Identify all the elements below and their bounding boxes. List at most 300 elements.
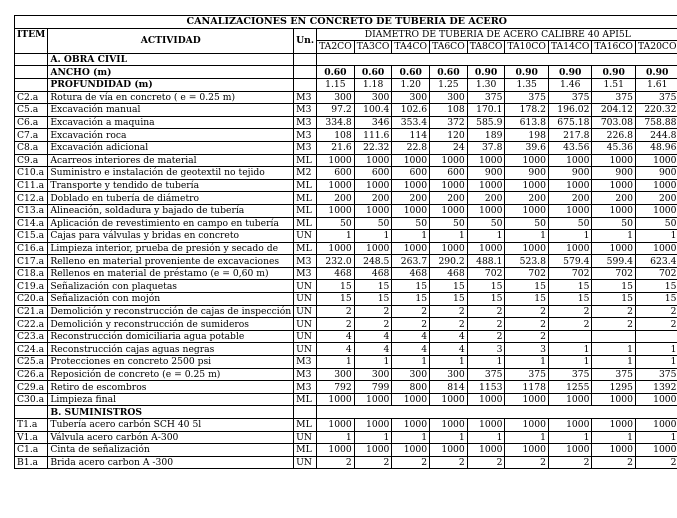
quantity-cell: 200 — [635, 192, 677, 205]
profundidad-value: 1.18 — [354, 78, 392, 91]
quantity-cell: 37.8 — [467, 141, 505, 154]
unit-label: ML — [294, 242, 317, 255]
quantity-cell: 2 — [467, 318, 505, 331]
quantity-cell: 1 — [635, 431, 677, 444]
quantity-cell: 226.8 — [592, 129, 636, 142]
quantity-cell: 196.02 — [548, 104, 592, 117]
quantity-cell: 21.6 — [317, 141, 355, 154]
quantity-cell: 702 — [467, 267, 505, 280]
activity-label: Relleno en material proveniente de excavaciones — [48, 255, 294, 268]
quantity-cell: 50 — [548, 217, 592, 230]
quantity-cell: 1000 — [635, 444, 677, 457]
quantity-cell: 1 — [505, 431, 549, 444]
quantity-cell: 15 — [430, 280, 468, 293]
quantity-cell: 1000 — [317, 242, 355, 255]
unit-label: ML — [294, 444, 317, 457]
unit-label: M3 — [294, 141, 317, 154]
quantity-cell: 120 — [430, 129, 468, 142]
activity-label: Reposición de concreto (e = 0.25 m) — [48, 368, 294, 381]
quantity-cell: 4 — [430, 343, 468, 356]
quantity-cell: 22.32 — [354, 141, 392, 154]
quantity-cell: 1000 — [592, 393, 636, 406]
unit-label: M3 — [294, 116, 317, 129]
activity-label: Suministro e instalación de geotextil no tejido — [48, 167, 294, 180]
quantity-cell: 1000 — [354, 179, 392, 192]
quantity-cell: 50 — [505, 217, 549, 230]
quantity-cell: 1000 — [467, 242, 505, 255]
table-row — [15, 141, 677, 154]
profundidad-value: 1.20 — [392, 78, 430, 91]
quantity-cell: 585.9 — [467, 116, 505, 129]
unit-label: UN — [294, 230, 317, 243]
item-code: C25.a — [15, 356, 48, 369]
quantity-cell: 300 — [317, 91, 355, 104]
quantity-cell: 1295 — [592, 381, 636, 394]
quantity-cell: 1 — [635, 343, 677, 356]
quantity-cell: 15 — [635, 293, 677, 306]
profundidad-value: 1.61 — [635, 78, 677, 91]
profundidad-value: 1.35 — [505, 78, 549, 91]
quantity-cell: 2 — [354, 318, 392, 331]
unit-label: ML — [294, 154, 317, 167]
quantity-cell: 1000 — [354, 444, 392, 457]
table-row — [15, 305, 677, 318]
quantity-cell: 1000 — [354, 419, 392, 432]
item-code: C15.a — [15, 230, 48, 243]
ancho-row — [15, 66, 677, 79]
item-code: C6.a — [15, 116, 48, 129]
unit-label: ML — [294, 393, 317, 406]
unit-label: M3 — [294, 255, 317, 268]
quantity-cell: 613.8 — [505, 116, 549, 129]
quantity-cell: 15 — [392, 280, 430, 293]
quantity-cell: 375 — [467, 368, 505, 381]
activity-label: Demolición y reconstrucción de cajas de inspección — [48, 305, 294, 318]
table-row — [15, 91, 677, 104]
quantity-cell: 2 — [392, 456, 430, 469]
quantity-cell: 1 — [635, 356, 677, 369]
item-code: C20.a — [15, 293, 48, 306]
quantity-cell: 2 — [635, 456, 677, 469]
ancho-value: 0.60 — [392, 66, 430, 79]
quantity-cell: 2 — [592, 305, 636, 318]
quantity-cell: 50 — [467, 217, 505, 230]
quantity-cell: 170.1 — [467, 104, 505, 117]
table-row — [15, 104, 677, 117]
quantity-cell: 200 — [548, 192, 592, 205]
quantity-cell: 600 — [354, 167, 392, 180]
quantity-cell: 468 — [430, 267, 468, 280]
activity-label: Reconstrucción domiciliaria agua potable — [48, 330, 294, 343]
quantity-cell: 579.4 — [548, 255, 592, 268]
quantity-cell: 1000 — [430, 419, 468, 432]
quantity-cell: 1000 — [392, 242, 430, 255]
col-header: TA10CO — [505, 41, 549, 54]
table-row — [15, 116, 677, 129]
quantity-cell: 15 — [467, 293, 505, 306]
unit-label: ML — [294, 204, 317, 217]
item-code: C17.a — [15, 255, 48, 268]
quantity-cell: 2 — [592, 456, 636, 469]
quantity-cell: 703.08 — [592, 116, 636, 129]
quantity-cell: 300 — [430, 91, 468, 104]
quantity-cell: 3 — [505, 343, 549, 356]
header-diametro: DIAMETRO DE TUBERIA DE ACERO CALIBRE 40 API5L — [317, 28, 677, 41]
quantity-cell: 4 — [392, 343, 430, 356]
quantity-cell: 1000 — [505, 393, 549, 406]
quantity-cell: 45.36 — [592, 141, 636, 154]
table-row — [15, 129, 677, 142]
quantity-cell: 48.96 — [635, 141, 677, 154]
item-code: C18.a — [15, 267, 48, 280]
quantity-cell: 220.32 — [635, 104, 677, 117]
quantity-cell: 1 — [392, 230, 430, 243]
quantity-cell: 1000 — [548, 179, 592, 192]
activity-label: Limpieza interior, prueba de presión y secado de — [48, 242, 294, 255]
quantity-cell: 2 — [635, 305, 677, 318]
quantity-cell: 189 — [467, 129, 505, 142]
quantity-cell: 50 — [354, 217, 392, 230]
quantity-cell: 1000 — [317, 154, 355, 167]
item-code: C10.a — [15, 167, 48, 180]
quantity-cell: 375 — [592, 91, 636, 104]
activity-label: Válvula acero carbón A-300 — [48, 431, 294, 444]
activity-label: Retiro de escombros — [48, 381, 294, 394]
quantity-cell: 200 — [592, 192, 636, 205]
table-row — [15, 293, 677, 306]
quantity-cell: 263.7 — [392, 255, 430, 268]
unit-label: M3 — [294, 129, 317, 142]
quantity-cell: 1 — [354, 356, 392, 369]
activity-label: Excavación roca — [48, 129, 294, 142]
quantity-cell: 1 — [505, 230, 549, 243]
title-row — [15, 16, 677, 29]
quantity-cell: 2 — [430, 305, 468, 318]
quantity-cell: 232.0 — [317, 255, 355, 268]
item-code: C21.a — [15, 305, 48, 318]
quantity-cell: 4 — [392, 330, 430, 343]
quantity-cell: 1000 — [505, 179, 549, 192]
section-a-label: A. OBRA CIVIL — [48, 53, 294, 66]
ancho-label: ANCHO (m) — [48, 66, 294, 79]
item-code: C9.a — [15, 154, 48, 167]
quantity-cell: 758.88 — [635, 116, 677, 129]
quantity-cell: 1 — [548, 343, 592, 356]
quantity-cell: 800 — [392, 381, 430, 394]
quantity-cell: 2 — [354, 456, 392, 469]
quantity-cell: 1000 — [430, 393, 468, 406]
quantity-cell: 900 — [548, 167, 592, 180]
activity-label: Acarreos interiores de material — [48, 154, 294, 167]
quantity-cell: 111.6 — [354, 129, 392, 142]
quantity-cell: 1 — [354, 230, 392, 243]
quantity-cell: 1000 — [317, 204, 355, 217]
unit-label: UN — [294, 305, 317, 318]
col-header: TA20CO — [635, 41, 677, 54]
quantity-cell: 1000 — [592, 444, 636, 457]
col-header: TA6CO — [430, 41, 468, 54]
quantity-cell: 1000 — [317, 444, 355, 457]
quantity-cell: 1000 — [592, 242, 636, 255]
unit-label: M3 — [294, 381, 317, 394]
unit-label: ML — [294, 192, 317, 205]
table-row — [15, 356, 677, 369]
quantity-cell: 244.8 — [635, 129, 677, 142]
table-row — [15, 368, 677, 381]
quantity-cell: 1153 — [467, 381, 505, 394]
activity-label: Doblado en tubería de diámetro — [48, 192, 294, 205]
profundidad-value: 1.25 — [430, 78, 468, 91]
unit-label: ML — [294, 419, 317, 432]
quantity-cell: 468 — [317, 267, 355, 280]
table-row — [15, 217, 677, 230]
quantity-cell: 1000 — [467, 179, 505, 192]
quantity-cell: 1 — [467, 230, 505, 243]
quantity-cell: 15 — [354, 280, 392, 293]
quantity-cell: 15 — [548, 280, 592, 293]
quantity-cell: 1392 — [635, 381, 677, 394]
quantity-cell: 15 — [317, 280, 355, 293]
quantity-cell: 523.8 — [505, 255, 549, 268]
quantity-cell: 1 — [317, 356, 355, 369]
quantity-cell: 1 — [317, 431, 355, 444]
quantity-cell: 375 — [505, 368, 549, 381]
activity-label: Reconstrucción cajas aguas negras — [48, 343, 294, 356]
quantity-cell: 900 — [505, 167, 549, 180]
quantity-cell: 1 — [548, 230, 592, 243]
item-code: T1.a — [15, 419, 48, 432]
quantity-cell: 1000 — [505, 444, 549, 457]
quantity-cell: 2 — [317, 318, 355, 331]
item-code: C16.a — [15, 242, 48, 255]
quantity-cell: 1 — [430, 356, 468, 369]
activity-label: Tubería acero carbón SCH 40 5l — [48, 419, 294, 432]
unit-label: ML — [294, 179, 317, 192]
quantity-cell: 4 — [317, 330, 355, 343]
quantity-cell: 22.8 — [392, 141, 430, 154]
table-row — [15, 267, 677, 280]
quantity-cell: 346 — [354, 116, 392, 129]
quantities-table — [14, 15, 677, 469]
quantity-cell: 39.6 — [505, 141, 549, 154]
quantity-cell: 1 — [467, 431, 505, 444]
profundidad-value: 1.30 — [467, 78, 505, 91]
quantity-cell: 15 — [505, 293, 549, 306]
quantity-cell: 50 — [317, 217, 355, 230]
quantity-cell: 1000 — [354, 242, 392, 255]
unit-label: UN — [294, 343, 317, 356]
quantity-cell: 50 — [592, 217, 636, 230]
table-row — [15, 230, 677, 243]
quantity-cell: 600 — [392, 167, 430, 180]
quantity-cell: 2 — [505, 318, 549, 331]
activity-label: Demolición y reconstrucción de sumideros — [48, 318, 294, 331]
quantity-cell: 114 — [392, 129, 430, 142]
col-header: TA3CO — [354, 41, 392, 54]
activity-label: Excavación manual — [48, 104, 294, 117]
quantity-cell: 900 — [635, 167, 677, 180]
quantity-cell: 1 — [592, 343, 636, 356]
quantity-cell: 1000 — [548, 242, 592, 255]
quantity-cell: 15 — [430, 293, 468, 306]
quantity-cell: 600 — [430, 167, 468, 180]
quantity-cell: 15 — [392, 293, 430, 306]
quantity-cell: 1000 — [317, 419, 355, 432]
quantity-cell: 204.12 — [592, 104, 636, 117]
quantity-cell: 353.4 — [392, 116, 430, 129]
quantity-cell: 290.2 — [430, 255, 468, 268]
ancho-value: 0.60 — [317, 66, 355, 79]
quantity-cell: 1000 — [592, 419, 636, 432]
item-code: C13.a — [15, 204, 48, 217]
quantity-cell: 2 — [467, 456, 505, 469]
header-unit: Un. — [294, 28, 317, 53]
item-code: C8.a — [15, 141, 48, 154]
quantity-cell: 702 — [592, 267, 636, 280]
item-code: C12.a — [15, 192, 48, 205]
col-header: TA2CO — [317, 41, 355, 54]
quantity-cell: 1000 — [392, 154, 430, 167]
quantity-cell: 2 — [505, 330, 549, 343]
col-header: TA14CO — [548, 41, 592, 54]
table-row — [15, 280, 677, 293]
quantity-cell: 15 — [548, 293, 592, 306]
quantity-cell: 1000 — [548, 154, 592, 167]
quantity-cell: 375 — [467, 91, 505, 104]
quantity-cell: 50 — [635, 217, 677, 230]
quantity-cell: 100.4 — [354, 104, 392, 117]
quantity-cell: 375 — [635, 91, 677, 104]
quantity-cell: 15 — [467, 280, 505, 293]
table-row — [15, 444, 677, 457]
quantity-cell: 468 — [392, 267, 430, 280]
quantity-cell: 599.4 — [592, 255, 636, 268]
quantity-cell: 198 — [505, 129, 549, 142]
table-row — [15, 255, 677, 268]
quantity-cell: 15 — [635, 280, 677, 293]
activity-label: Brida acero carbon A -300 — [48, 456, 294, 469]
quantity-cell — [548, 330, 592, 343]
unit-label: M3 — [294, 104, 317, 117]
unit-label: UN — [294, 456, 317, 469]
activity-label: Transporte y tendido de tubería — [48, 179, 294, 192]
quantity-cell: 1000 — [548, 444, 592, 457]
item-code: C14.a — [15, 217, 48, 230]
item-code: C26.a — [15, 368, 48, 381]
quantity-cell: 300 — [354, 91, 392, 104]
activity-label: Alineación, soldadura y bajado de tubería — [48, 204, 294, 217]
quantity-cell: 1 — [548, 356, 592, 369]
quantity-cell: 1000 — [467, 204, 505, 217]
activity-label: Excavación adicional — [48, 141, 294, 154]
activity-label: Señalización con mojón — [48, 293, 294, 306]
quantity-cell: 814 — [430, 381, 468, 394]
quantity-cell: 2 — [430, 318, 468, 331]
quantity-cell — [592, 330, 636, 343]
quantity-cell: 792 — [317, 381, 355, 394]
col-header: TA16CO — [592, 41, 636, 54]
quantity-cell: 468 — [354, 267, 392, 280]
table-row — [15, 154, 677, 167]
quantity-cell — [635, 330, 677, 343]
quantity-cell: 1000 — [430, 154, 468, 167]
quantity-cell: 4 — [354, 330, 392, 343]
quantity-cell: 1000 — [635, 179, 677, 192]
quantity-cell: 97.2 — [317, 104, 355, 117]
quantity-cell: 1000 — [354, 154, 392, 167]
quantity-cell: 1000 — [392, 419, 430, 432]
unit-label: M3 — [294, 267, 317, 280]
ancho-value: 0.90 — [467, 66, 505, 79]
table-row — [15, 393, 677, 406]
unit-label: UN — [294, 431, 317, 444]
quantity-cell: 2 — [317, 305, 355, 318]
quantity-cell: 702 — [635, 267, 677, 280]
quantity-cell: 50 — [430, 217, 468, 230]
quantity-cell: 300 — [392, 91, 430, 104]
table-row — [15, 167, 677, 180]
quantity-cell: 900 — [592, 167, 636, 180]
quantity-cell: 1 — [505, 356, 549, 369]
quantity-cell: 4 — [354, 343, 392, 356]
quantity-cell: 1000 — [592, 204, 636, 217]
quantity-cell: 2 — [505, 456, 549, 469]
quantity-cell: 1000 — [635, 154, 677, 167]
profundidad-label: PROFUNDIDAD (m) — [48, 78, 294, 91]
quantity-cell: 1000 — [392, 179, 430, 192]
quantity-cell: 2 — [548, 305, 592, 318]
quantity-cell: 1 — [354, 431, 392, 444]
quantity-cell: 200 — [354, 192, 392, 205]
quantity-cell: 248.5 — [354, 255, 392, 268]
quantity-cell: 488.1 — [467, 255, 505, 268]
activity-label: Rellenos en material de préstamo (e = 0,60 m) — [48, 267, 294, 280]
quantity-cell: 1000 — [467, 419, 505, 432]
quantity-cell: 375 — [548, 368, 592, 381]
quantity-cell: 1000 — [354, 393, 392, 406]
quantity-cell: 178.2 — [505, 104, 549, 117]
quantity-cell: 200 — [467, 192, 505, 205]
activity-label: Cajas para válvulas y bridas en concreto — [48, 230, 294, 243]
table-row — [15, 330, 677, 343]
unit-label: M2 — [294, 167, 317, 180]
quantity-cell: 1 — [592, 356, 636, 369]
quantity-cell: 1 — [317, 230, 355, 243]
quantity-cell: 600 — [317, 167, 355, 180]
quantity-cell: 372 — [430, 116, 468, 129]
col-header: TA8CO — [467, 41, 505, 54]
quantity-cell: 1000 — [592, 154, 636, 167]
table-row — [15, 204, 677, 217]
activity-label: Limpieza final — [48, 393, 294, 406]
quantity-cell: 1 — [592, 431, 636, 444]
quantity-cell: 1000 — [635, 242, 677, 255]
table-row — [15, 343, 677, 356]
table-row — [15, 419, 677, 432]
quantity-cell: 1 — [392, 356, 430, 369]
quantity-cell: 1 — [592, 230, 636, 243]
quantity-cell: 1000 — [635, 419, 677, 432]
unit-label: M3 — [294, 91, 317, 104]
quantity-cell: 217.8 — [548, 129, 592, 142]
ancho-value: 0.90 — [505, 66, 549, 79]
quantity-cell: 1 — [430, 230, 468, 243]
quantity-cell: 300 — [317, 368, 355, 381]
quantity-cell: 1000 — [317, 393, 355, 406]
quantity-cell: 300 — [430, 368, 468, 381]
quantity-cell: 1255 — [548, 381, 592, 394]
item-code: C22.a — [15, 318, 48, 331]
